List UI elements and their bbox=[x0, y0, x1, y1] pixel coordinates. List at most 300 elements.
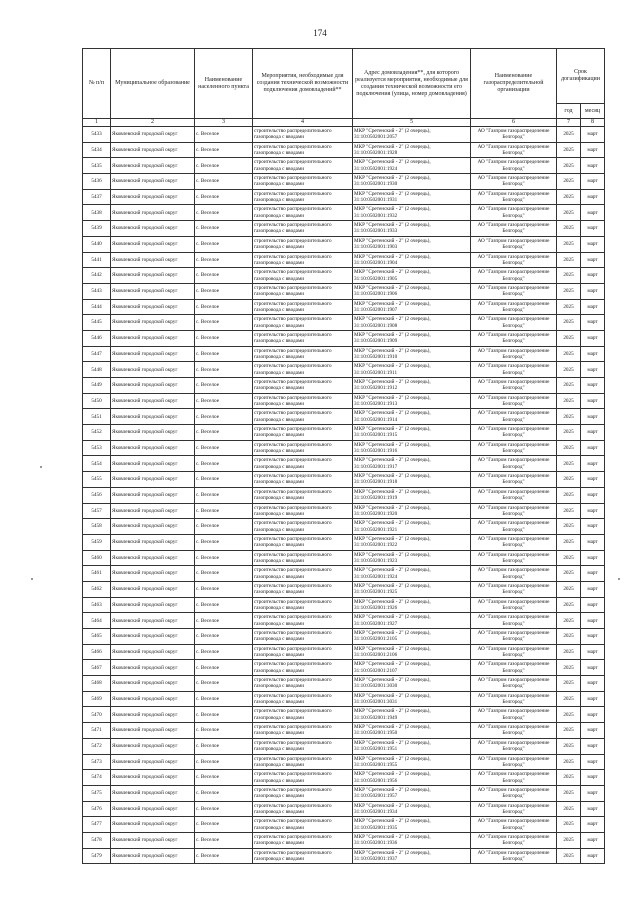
row-municipality: Яковлевский городской округ bbox=[111, 629, 195, 645]
row-month: март bbox=[581, 550, 605, 566]
row-address bbox=[353, 691, 471, 707]
row-municipality: Яковлевский городской округ bbox=[111, 299, 195, 315]
row-number: 5461 bbox=[83, 566, 111, 582]
cadastral-number: 31:10:0502001:1903 bbox=[354, 244, 398, 251]
row-year: 2025 bbox=[557, 550, 581, 566]
row-number: 5458 bbox=[83, 519, 111, 535]
cadastral-number: 31:10:0502001:1918 bbox=[354, 479, 398, 486]
table-row bbox=[83, 534, 605, 550]
row-year: 2025 bbox=[557, 158, 581, 174]
cadastral-number: 31:10:0502001:1923 bbox=[354, 557, 398, 564]
row-organization: АО "Газпром газораспределение Белгород" bbox=[471, 346, 557, 362]
row-organization: АО "Газпром газораспределение Белгород" bbox=[471, 393, 557, 409]
table-row bbox=[83, 550, 605, 566]
row-address bbox=[353, 754, 471, 770]
row-organization: АО "Газпром газораспределение Белгород" bbox=[471, 174, 557, 190]
row-address bbox=[353, 832, 471, 848]
row-number: 5433 bbox=[83, 127, 111, 143]
table-row bbox=[83, 158, 605, 174]
row-number: 5472 bbox=[83, 738, 111, 754]
cadastral-number: 31:10:0502001:1911 bbox=[354, 369, 398, 376]
row-month: март bbox=[581, 848, 605, 864]
address-prefix: МКР "Сретенский - 2" (2 очередь), bbox=[354, 457, 431, 464]
cadastral-number: 31:10:0502001:1930 bbox=[354, 181, 398, 188]
row-number: 5465 bbox=[83, 629, 111, 645]
row-number: 5439 bbox=[83, 221, 111, 237]
column-index-row bbox=[83, 119, 605, 127]
table-row bbox=[83, 174, 605, 190]
cadastral-number: 31:10:0502001:3031 bbox=[354, 699, 398, 706]
row-locality: с. Веселое bbox=[195, 660, 253, 676]
header-year: год bbox=[557, 104, 581, 119]
table-row bbox=[83, 252, 605, 268]
row-number: 5451 bbox=[83, 409, 111, 425]
row-organization: АО "Газпром газораспределение Белгород" bbox=[471, 754, 557, 770]
address-prefix: МКР "Сретенский - 2" (2 очередь), bbox=[354, 755, 431, 762]
table-row bbox=[83, 487, 605, 503]
row-month: март bbox=[581, 456, 605, 472]
row-organization: АО "Газпром газораспределение Белгород" bbox=[471, 205, 557, 221]
row-activity: строительство распределительного газопровода с вводами bbox=[253, 519, 353, 535]
row-address bbox=[353, 629, 471, 645]
column-index: 3 bbox=[195, 119, 253, 127]
row-number: 5471 bbox=[83, 723, 111, 739]
row-municipality: Яковлевский городской округ bbox=[111, 566, 195, 582]
row-locality: с. Веселое bbox=[195, 691, 253, 707]
row-number: 5454 bbox=[83, 456, 111, 472]
row-year: 2025 bbox=[557, 409, 581, 425]
row-organization: АО "Газпром газораспределение Белгород" bbox=[471, 378, 557, 394]
address-prefix: МКР "Сретенский - 2" (2 очередь), bbox=[354, 394, 431, 401]
row-year: 2025 bbox=[557, 754, 581, 770]
row-organization: АО "Газпром газораспределение Белгород" bbox=[471, 707, 557, 723]
row-activity: строительство распределительного газопровода с вводами bbox=[253, 346, 353, 362]
row-number: 5443 bbox=[83, 283, 111, 299]
row-month: март bbox=[581, 754, 605, 770]
row-number: 5456 bbox=[83, 487, 111, 503]
row-month: март bbox=[581, 158, 605, 174]
address-prefix: МКР "Сретенский - 2" (2 очередь), bbox=[354, 630, 431, 637]
row-year: 2025 bbox=[557, 691, 581, 707]
row-municipality: Яковлевский городской округ bbox=[111, 440, 195, 456]
row-number: 5467 bbox=[83, 660, 111, 676]
row-month: март bbox=[581, 660, 605, 676]
row-year: 2025 bbox=[557, 425, 581, 441]
row-address bbox=[353, 378, 471, 394]
row-municipality: Яковлевский городской округ bbox=[111, 754, 195, 770]
row-activity: строительство распределительного газопровода с вводами bbox=[253, 268, 353, 284]
cadastral-number: 31:10:0502001:2057 bbox=[354, 134, 398, 141]
row-locality: с. Веселое bbox=[195, 644, 253, 660]
row-activity: строительство распределительного газопровода с вводами bbox=[253, 848, 353, 864]
row-municipality: Яковлевский городской округ bbox=[111, 142, 195, 158]
row-activity: строительство распределительного газопровода с вводами bbox=[253, 550, 353, 566]
row-address bbox=[353, 346, 471, 362]
column-index: 5 bbox=[353, 119, 471, 127]
row-locality: с. Веселое bbox=[195, 142, 253, 158]
row-locality: с. Веселое bbox=[195, 221, 253, 237]
row-municipality: Яковлевский городской округ bbox=[111, 676, 195, 692]
column-index: 7 bbox=[557, 119, 581, 127]
table-row bbox=[83, 832, 605, 848]
row-organization: АО "Газпром газораспределение Белгород" bbox=[471, 817, 557, 833]
table-row bbox=[83, 770, 605, 786]
table-row bbox=[83, 503, 605, 519]
row-number: 5477 bbox=[83, 817, 111, 833]
row-organization: АО "Газпром газораспределение Белгород" bbox=[471, 409, 557, 425]
cadastral-number: 31:10:0502001:1915 bbox=[354, 432, 398, 439]
row-year: 2025 bbox=[557, 629, 581, 645]
row-municipality: Яковлевский городской округ bbox=[111, 597, 195, 613]
table-row bbox=[83, 189, 605, 205]
row-year: 2025 bbox=[557, 283, 581, 299]
address-prefix: МКР "Сретенский - 2" (2 очередь), bbox=[354, 159, 431, 166]
row-locality: с. Веселое bbox=[195, 801, 253, 817]
table-row bbox=[83, 409, 605, 425]
row-municipality: Яковлевский городской округ bbox=[111, 691, 195, 707]
cadastral-number: 31:10:0502001:1925 bbox=[354, 589, 398, 596]
header-activity: Мероприятия, необходимые для создания технической возможности подключения домовладений** bbox=[253, 49, 353, 119]
row-municipality: Яковлевский городской округ bbox=[111, 503, 195, 519]
row-month: март bbox=[581, 142, 605, 158]
row-address bbox=[353, 189, 471, 205]
row-municipality: Яковлевский городской округ bbox=[111, 174, 195, 190]
address-prefix: МКР "Сретенский - 2" (2 очередь), bbox=[354, 677, 431, 684]
row-organization: АО "Газпром газораспределение Белгород" bbox=[471, 660, 557, 676]
row-organization: АО "Газпром газораспределение Белгород" bbox=[471, 519, 557, 535]
row-activity: строительство распределительного газопровода с вводами bbox=[253, 597, 353, 613]
row-address bbox=[353, 440, 471, 456]
scan-speck bbox=[40, 466, 42, 468]
table-row bbox=[83, 299, 605, 315]
row-activity: строительство распределительного газопровода с вводами bbox=[253, 629, 353, 645]
address-prefix: МКР "Сретенский - 2" (2 очередь), bbox=[354, 818, 431, 825]
row-municipality: Яковлевский городской округ bbox=[111, 127, 195, 143]
row-year: 2025 bbox=[557, 832, 581, 848]
row-locality: с. Веселое bbox=[195, 440, 253, 456]
row-organization: АО "Газпром газораспределение Белгород" bbox=[471, 236, 557, 252]
cadastral-number: 31:10:0502001:1927 bbox=[354, 620, 398, 627]
table-row bbox=[83, 613, 605, 629]
row-address bbox=[353, 707, 471, 723]
cadastral-number: 31:10:0502001:1935 bbox=[354, 824, 398, 831]
row-year: 2025 bbox=[557, 534, 581, 550]
table-row bbox=[83, 581, 605, 597]
cadastral-number: 31:10:0502001:1926 bbox=[354, 604, 398, 611]
row-organization: АО "Газпром газораспределение Белгород" bbox=[471, 738, 557, 754]
row-address bbox=[353, 315, 471, 331]
row-address bbox=[353, 205, 471, 221]
row-address bbox=[353, 472, 471, 488]
address-prefix: МКР "Сретенский - 2" (2 очередь), bbox=[354, 849, 431, 856]
row-year: 2025 bbox=[557, 236, 581, 252]
row-municipality: Яковлевский городской округ bbox=[111, 519, 195, 535]
row-month: март bbox=[581, 801, 605, 817]
row-locality: с. Веселое bbox=[195, 236, 253, 252]
row-activity: строительство распределительного газопровода с вводами bbox=[253, 158, 353, 174]
row-year: 2025 bbox=[557, 848, 581, 864]
row-activity: строительство распределительного газопровода с вводами bbox=[253, 315, 353, 331]
row-year: 2025 bbox=[557, 566, 581, 582]
address-prefix: МКР "Сретенский - 2" (2 очередь), bbox=[354, 520, 431, 527]
row-number: 5449 bbox=[83, 378, 111, 394]
row-municipality: Яковлевский городской округ bbox=[111, 221, 195, 237]
row-year: 2025 bbox=[557, 723, 581, 739]
row-activity: строительство распределительного газопровода с вводами bbox=[253, 127, 353, 143]
row-year: 2025 bbox=[557, 707, 581, 723]
row-activity: строительство распределительного газопровода с вводами bbox=[253, 738, 353, 754]
row-address bbox=[353, 550, 471, 566]
table-row bbox=[83, 330, 605, 346]
row-year: 2025 bbox=[557, 440, 581, 456]
cadastral-number: 31:10:0502001:1905 bbox=[354, 275, 398, 282]
address-prefix: МКР "Сретенский - 2" (2 очередь), bbox=[354, 222, 431, 229]
row-month: март bbox=[581, 378, 605, 394]
row-address bbox=[353, 299, 471, 315]
row-address bbox=[353, 362, 471, 378]
row-number: 5445 bbox=[83, 315, 111, 331]
row-month: март bbox=[581, 785, 605, 801]
row-address bbox=[353, 785, 471, 801]
address-prefix: МКР "Сретенский - 2" (2 очередь), bbox=[354, 331, 431, 338]
address-prefix: МКР "Сретенский - 2" (2 очередь), bbox=[354, 692, 431, 699]
row-locality: с. Веселое bbox=[195, 393, 253, 409]
row-locality: с. Веселое bbox=[195, 472, 253, 488]
row-locality: с. Веселое bbox=[195, 205, 253, 221]
row-address bbox=[353, 597, 471, 613]
row-address bbox=[353, 660, 471, 676]
row-address bbox=[353, 581, 471, 597]
cadastral-number: 31:10:0502001:1951 bbox=[354, 746, 398, 753]
cadastral-number: 31:10:0502001:1917 bbox=[354, 463, 398, 470]
row-activity: строительство распределительного газопровода с вводами bbox=[253, 832, 353, 848]
row-number: 5434 bbox=[83, 142, 111, 158]
row-year: 2025 bbox=[557, 581, 581, 597]
row-address bbox=[353, 252, 471, 268]
row-address bbox=[353, 817, 471, 833]
row-organization: АО "Газпром газораспределение Белгород" bbox=[471, 534, 557, 550]
row-organization: АО "Газпром газораспределение Белгород" bbox=[471, 315, 557, 331]
header-month: месяц bbox=[581, 104, 605, 119]
table-row bbox=[83, 754, 605, 770]
row-address bbox=[353, 409, 471, 425]
row-address bbox=[353, 738, 471, 754]
row-year: 2025 bbox=[557, 456, 581, 472]
row-address bbox=[353, 236, 471, 252]
table-row bbox=[83, 456, 605, 472]
row-activity: строительство распределительного газопровода с вводами bbox=[253, 440, 353, 456]
row-year: 2025 bbox=[557, 393, 581, 409]
address-prefix: МКР "Сретенский - 2" (2 очередь), bbox=[354, 771, 431, 778]
table-row bbox=[83, 707, 605, 723]
row-municipality: Яковлевский городской округ bbox=[111, 613, 195, 629]
row-organization: АО "Газпром газораспределение Белгород" bbox=[471, 691, 557, 707]
row-month: март bbox=[581, 597, 605, 613]
row-municipality: Яковлевский городской округ bbox=[111, 315, 195, 331]
address-prefix: МКР "Сретенский - 2" (2 очередь), bbox=[354, 300, 431, 307]
row-number: 5442 bbox=[83, 268, 111, 284]
row-number: 5463 bbox=[83, 597, 111, 613]
row-locality: с. Веселое bbox=[195, 723, 253, 739]
address-prefix: МКР "Сретенский - 2" (2 очередь), bbox=[354, 190, 431, 197]
header-organization: Наименование газораспределительной организации bbox=[471, 49, 557, 119]
row-municipality: Яковлевский городской округ bbox=[111, 252, 195, 268]
row-locality: с. Веселое bbox=[195, 487, 253, 503]
row-activity: строительство распределительного газопровода с вводами bbox=[253, 252, 353, 268]
row-month: март bbox=[581, 205, 605, 221]
row-municipality: Яковлевский городской округ bbox=[111, 393, 195, 409]
row-activity: строительство распределительного газопровода с вводами bbox=[253, 378, 353, 394]
row-activity: строительство распределительного газопровода с вводами bbox=[253, 142, 353, 158]
cadastral-number: 31:10:0502001:1909 bbox=[354, 338, 398, 345]
row-year: 2025 bbox=[557, 362, 581, 378]
row-locality: с. Веселое bbox=[195, 613, 253, 629]
row-activity: строительство распределительного газопровода с вводами bbox=[253, 613, 353, 629]
row-locality: с. Веселое bbox=[195, 550, 253, 566]
row-locality: с. Веселое bbox=[195, 127, 253, 143]
table-row bbox=[83, 315, 605, 331]
row-activity: строительство распределительного газопровода с вводами bbox=[253, 472, 353, 488]
row-organization: АО "Газпром газораспределение Белгород" bbox=[471, 550, 557, 566]
row-month: март bbox=[581, 817, 605, 833]
row-year: 2025 bbox=[557, 519, 581, 535]
row-activity: строительство распределительного газопровода с вводами bbox=[253, 362, 353, 378]
address-prefix: МКР "Сретенский - 2" (2 очередь), bbox=[354, 363, 431, 370]
row-organization: АО "Газпром газораспределение Белгород" bbox=[471, 299, 557, 315]
row-municipality: Яковлевский городской округ bbox=[111, 832, 195, 848]
cadastral-number: 31:10:0502001:1957 bbox=[354, 793, 398, 800]
cadastral-number: 31:10:0502001:1908 bbox=[354, 322, 398, 329]
row-organization: АО "Газпром газораспределение Белгород" bbox=[471, 613, 557, 629]
row-municipality: Яковлевский городской округ bbox=[111, 362, 195, 378]
column-index: 2 bbox=[111, 119, 195, 127]
row-address bbox=[353, 283, 471, 299]
row-month: март bbox=[581, 409, 605, 425]
row-municipality: Яковлевский городской округ bbox=[111, 472, 195, 488]
row-address bbox=[353, 174, 471, 190]
table-row bbox=[83, 691, 605, 707]
address-prefix: МКР "Сретенский - 2" (2 очередь), bbox=[354, 535, 431, 542]
address-prefix: МКР "Сретенский - 2" (2 очередь), bbox=[354, 598, 431, 605]
row-number: 5464 bbox=[83, 613, 111, 629]
row-locality: с. Веселое bbox=[195, 738, 253, 754]
row-organization: АО "Газпром газораспределение Белгород" bbox=[471, 723, 557, 739]
address-prefix: МКР "Сретенский - 2" (2 очередь), bbox=[354, 143, 431, 150]
row-number: 5440 bbox=[83, 236, 111, 252]
row-organization: АО "Газпром газораспределение Белгород" bbox=[471, 848, 557, 864]
cadastral-number: 31:10:0502001:1921 bbox=[354, 526, 398, 533]
row-number: 5470 bbox=[83, 707, 111, 723]
row-number: 5460 bbox=[83, 550, 111, 566]
row-organization: АО "Газпром газораспределение Белгород" bbox=[471, 221, 557, 237]
row-activity: строительство распределительного газопровода с вводами bbox=[253, 676, 353, 692]
row-month: март bbox=[581, 174, 605, 190]
row-month: март bbox=[581, 676, 605, 692]
row-municipality: Яковлевский городской округ bbox=[111, 644, 195, 660]
table-row bbox=[83, 221, 605, 237]
row-year: 2025 bbox=[557, 487, 581, 503]
row-year: 2025 bbox=[557, 660, 581, 676]
table-row bbox=[83, 738, 605, 754]
row-year: 2025 bbox=[557, 346, 581, 362]
cadastral-number: 31:10:0502001:1914 bbox=[354, 416, 398, 423]
row-year: 2025 bbox=[557, 472, 581, 488]
row-month: март bbox=[581, 221, 605, 237]
row-municipality: Яковлевский городской округ bbox=[111, 409, 195, 425]
row-activity: строительство распределительного газопровода с вводами bbox=[253, 691, 353, 707]
row-month: март bbox=[581, 644, 605, 660]
cadastral-number: 31:10:0502001:1931 bbox=[354, 197, 398, 204]
row-number: 5452 bbox=[83, 425, 111, 441]
address-prefix: МКР "Сретенский - 2" (2 очередь), bbox=[354, 473, 431, 480]
row-address bbox=[353, 487, 471, 503]
row-number: 5441 bbox=[83, 252, 111, 268]
row-month: март bbox=[581, 362, 605, 378]
column-index: 1 bbox=[83, 119, 111, 127]
row-municipality: Яковлевский городской округ bbox=[111, 785, 195, 801]
address-prefix: МКР "Сретенский - 2" (2 очередь), bbox=[354, 645, 431, 652]
row-address bbox=[353, 519, 471, 535]
row-organization: АО "Газпром газораспределение Белгород" bbox=[471, 268, 557, 284]
row-year: 2025 bbox=[557, 785, 581, 801]
row-address bbox=[353, 848, 471, 864]
cadastral-number: 31:10:0502001:1936 bbox=[354, 840, 398, 847]
row-month: март bbox=[581, 252, 605, 268]
row-year: 2025 bbox=[557, 174, 581, 190]
row-activity: строительство распределительного газопровода с вводами bbox=[253, 221, 353, 237]
cadastral-number: 31:10:0502001:1937 bbox=[354, 855, 398, 862]
table-row bbox=[83, 378, 605, 394]
address-prefix: МКР "Сретенский - 2" (2 очередь), bbox=[354, 504, 431, 511]
address-prefix: МКР "Сретенский - 2" (2 очередь), bbox=[354, 833, 431, 840]
row-year: 2025 bbox=[557, 221, 581, 237]
row-year: 2025 bbox=[557, 189, 581, 205]
row-locality: с. Веселое bbox=[195, 534, 253, 550]
row-municipality: Яковлевский городской округ bbox=[111, 707, 195, 723]
row-month: март bbox=[581, 581, 605, 597]
row-organization: АО "Газпром газораспределение Белгород" bbox=[471, 472, 557, 488]
table-row bbox=[83, 346, 605, 362]
row-address bbox=[353, 644, 471, 660]
row-locality: с. Веселое bbox=[195, 597, 253, 613]
cadastral-number: 31:10:0502001:2105 bbox=[354, 636, 398, 643]
page-number: 174 bbox=[313, 28, 327, 38]
row-month: март bbox=[581, 770, 605, 786]
header-locality: Наименование населенного пункта bbox=[195, 49, 253, 119]
row-year: 2025 bbox=[557, 770, 581, 786]
row-municipality: Яковлевский городской округ bbox=[111, 723, 195, 739]
table-row bbox=[83, 566, 605, 582]
gasification-table bbox=[82, 48, 605, 864]
address-prefix: МКР "Сретенский - 2" (2 очередь), bbox=[354, 128, 431, 135]
row-activity: строительство распределительного газопровода с вводами bbox=[253, 503, 353, 519]
row-locality: с. Веселое bbox=[195, 581, 253, 597]
row-month: март bbox=[581, 283, 605, 299]
row-municipality: Яковлевский городской округ bbox=[111, 817, 195, 833]
row-year: 2025 bbox=[557, 330, 581, 346]
address-prefix: МКР "Сретенский - 2" (2 очередь), bbox=[354, 253, 431, 260]
row-organization: АО "Газпром газораспределение Белгород" bbox=[471, 629, 557, 645]
row-activity: строительство распределительного газопровода с вводами bbox=[253, 534, 353, 550]
row-number: 5459 bbox=[83, 534, 111, 550]
row-number: 5469 bbox=[83, 691, 111, 707]
row-month: март bbox=[581, 519, 605, 535]
row-activity: строительство распределительного газопровода с вводами bbox=[253, 566, 353, 582]
row-municipality: Яковлевский городской округ bbox=[111, 205, 195, 221]
row-locality: с. Веселое bbox=[195, 456, 253, 472]
row-organization: АО "Газпром газораспределение Белгород" bbox=[471, 566, 557, 582]
table-row bbox=[83, 785, 605, 801]
